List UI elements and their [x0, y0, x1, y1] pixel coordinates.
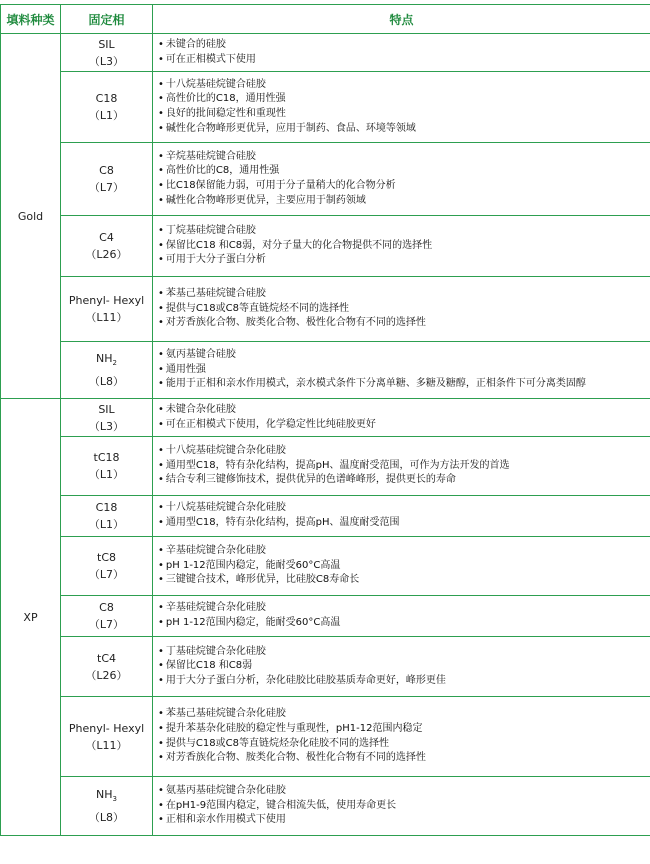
table-row	[1, 537, 650, 596]
feature-item: • 丁基硅烷键合杂化硅胶	[158, 645, 650, 660]
stationary-phase-cell	[61, 143, 153, 216]
table-row	[1, 437, 650, 496]
feature-item: • 苯基己基硅烷键合杂化硅胶	[158, 707, 650, 722]
feature-item: • 良好的批间稳定性和重现性	[158, 107, 650, 122]
stationary-phase-cell	[61, 777, 153, 836]
feature-item: • 碱性化合物峰形更优异，应用于制药、食品、环境等领域	[158, 122, 650, 137]
usp-code: （L26）	[85, 248, 128, 261]
feature-item: • 可在正相模式下使用	[158, 53, 650, 68]
feature-item: • 氨基丙基硅烷键合杂化硅胶	[158, 784, 650, 799]
feature-item: • 用于大分子蛋白分析，杂化硅胶比硅胶基质寿命更好，峰形更佳	[158, 674, 650, 689]
feature-list	[158, 544, 650, 588]
features-cell	[153, 34, 650, 72]
phase-name	[63, 786, 150, 808]
feature-item: • 保留比C18 和C8弱	[158, 659, 650, 674]
feature-list	[158, 501, 650, 530]
table-row	[1, 277, 650, 342]
phase-name-text: tC18	[93, 451, 120, 464]
features-cell	[153, 777, 650, 836]
usp-code: （L3）	[88, 54, 125, 68]
feature-list	[158, 645, 650, 689]
feature-item: • 十八烷基硅烷键合硅胶	[158, 78, 650, 93]
phase-name	[63, 599, 150, 616]
phase-name-text: NH	[96, 788, 113, 802]
feature-item: • 三键键合技术，峰形优异，比硅胶C8寿命长	[158, 573, 650, 588]
phase-name-text: Phenyl- Hexyl	[68, 294, 145, 307]
stationary-phase-cell	[61, 596, 153, 637]
packing-type-cell: XP	[1, 399, 61, 836]
features-cell	[153, 216, 650, 277]
feature-list	[158, 784, 650, 828]
phase-name-text: C8	[99, 164, 114, 177]
usp-code: （L11）	[85, 311, 128, 324]
feature-list	[158, 444, 650, 488]
features-cell	[153, 399, 650, 437]
usp-code: （L1）	[88, 109, 125, 122]
feature-item: • 提升苯基杂化硅胶的稳定性与重现性，pH1-12范围内稳定	[158, 722, 650, 737]
stationary-phase-cell	[61, 342, 153, 399]
phase-name-subscript: 3	[112, 795, 117, 804]
table-row	[1, 72, 650, 143]
feature-item: • 可在正相模式下使用，化学稳定性比纯硅胶更好	[158, 418, 650, 433]
header-stationary-phase: 固定相	[61, 5, 153, 34]
table-row	[1, 143, 650, 216]
feature-item: • pH 1-12范围内稳定，能耐受60°C高温	[158, 559, 650, 574]
feature-item: • 丁烷基硅烷键合硅胶	[158, 224, 650, 239]
usp-code: （L7）	[88, 568, 125, 581]
phase-name-text: tC8	[97, 551, 116, 564]
phase-name	[63, 401, 150, 418]
table-body	[1, 34, 650, 836]
phase-name	[63, 650, 150, 667]
stationary-phase-cell	[61, 496, 153, 537]
feature-item: • 碱性化合物峰形更优异，主要应用于制药领域	[158, 194, 650, 209]
table-row	[1, 496, 650, 537]
table-header-row	[1, 5, 650, 34]
packing-type-cell: Gold	[1, 34, 61, 399]
usp-code: （L7）	[88, 181, 125, 194]
feature-item: • pH 1-12范围内稳定，能耐受60°C高温	[158, 616, 650, 631]
feature-item: • 对芳香族化合物、胺类化合物、极性化合物有不同的选择性	[158, 316, 650, 331]
phase-name	[63, 292, 150, 309]
phase-name-text: NH	[96, 352, 113, 366]
table-row	[1, 216, 650, 277]
feature-item: • 十八烷基硅烷键合杂化硅胶	[158, 501, 650, 516]
table-row	[1, 34, 650, 72]
phase-name	[63, 90, 150, 107]
phase-name-text: tC4	[97, 651, 116, 665]
phase-name	[63, 720, 150, 737]
features-cell	[153, 72, 650, 143]
table-row	[1, 697, 650, 777]
phase-name	[63, 350, 150, 372]
header-features: 特点	[153, 5, 650, 34]
feature-item: • 高性价比的C18，通用性强	[158, 92, 650, 107]
phase-name	[63, 229, 150, 246]
stationary-phase-cell	[61, 697, 153, 777]
feature-list	[158, 150, 650, 208]
header-packing-type: 填料种类	[1, 5, 61, 34]
phase-name-text: SIL	[98, 402, 115, 416]
feature-item: • 氨丙基键合硅胶	[158, 348, 650, 363]
table-row	[1, 596, 650, 637]
usp-code: （L8）	[88, 810, 125, 824]
feature-list	[158, 224, 650, 268]
feature-item: • 辛基硅烷键合杂化硅胶	[158, 601, 650, 616]
feature-item: • 未键合杂化硅胶	[158, 403, 650, 418]
stationary-phase-cell	[61, 34, 153, 72]
stationary-phase-cell	[61, 399, 153, 437]
stationary-phase-cell	[61, 216, 153, 277]
feature-list	[158, 403, 650, 432]
feature-item: • 通用型C18，特有杂化结构，提高pH、温度耐受范围	[158, 516, 650, 531]
feature-list	[158, 78, 650, 136]
features-cell	[153, 537, 650, 596]
feature-item: • 通用型C18，特有杂化结构，提高pH、温度耐受范围，可作为方法开发的首选	[158, 459, 650, 474]
stationary-phase-cell	[61, 537, 153, 596]
usp-code: （L1）	[88, 468, 125, 481]
phase-name-text: SIL	[98, 37, 115, 51]
features-cell	[153, 697, 650, 777]
feature-item: • 辛烷基硅烷键合硅胶	[158, 150, 650, 165]
phase-name	[63, 162, 150, 179]
feature-item: • 在pH1-9范围内稳定，键合相流失低，使用寿命更长	[158, 799, 650, 814]
phase-name-text: C18	[95, 501, 118, 514]
usp-code: （L7）	[88, 618, 125, 631]
features-cell	[153, 143, 650, 216]
feature-item: • 正相和亲水作用模式下使用	[158, 813, 650, 828]
usp-code: （L8）	[88, 374, 125, 388]
feature-item: • 未键合的硅胶	[158, 38, 650, 53]
feature-item: • 可用于大分子蛋白分析	[158, 253, 650, 268]
phase-name	[63, 36, 150, 53]
usp-code: （L3）	[88, 419, 125, 433]
stationary-phase-cell	[61, 437, 153, 496]
feature-item: • 对芳香族化合物、胺类化合物、极性化合物有不同的选择性	[158, 751, 650, 766]
feature-list	[158, 287, 650, 331]
table-row	[1, 342, 650, 399]
features-cell	[153, 437, 650, 496]
phase-name-text: Phenyl- Hexyl	[68, 721, 145, 735]
feature-item: • 保留比C18 和C8弱，对分子量大的化合物提供不同的选择性	[158, 239, 650, 254]
usp-code: （L26）	[85, 668, 128, 682]
feature-item: • 通用性强	[158, 363, 650, 378]
feature-item: • 苯基己基硅烷键合硅胶	[158, 287, 650, 302]
feature-list	[158, 601, 650, 630]
usp-code: （L11）	[85, 738, 128, 752]
phase-name	[63, 449, 150, 466]
features-cell	[153, 596, 650, 637]
features-cell	[153, 496, 650, 537]
phase-name	[63, 549, 150, 566]
feature-item: • 辛基硅烷键合杂化硅胶	[158, 544, 650, 559]
stationary-phase-cell	[61, 637, 153, 697]
stationary-phase-cell	[61, 72, 153, 143]
feature-item: • 高性价比的C8，通用性强	[158, 164, 650, 179]
usp-code: （L1）	[88, 518, 125, 531]
phase-name-text: C4	[99, 231, 114, 244]
feature-list	[158, 38, 650, 67]
features-cell	[153, 637, 650, 697]
table-row	[1, 399, 650, 437]
features-cell	[153, 277, 650, 342]
table-row	[1, 637, 650, 697]
feature-item: • 提供与C18或C8等直链烷烃杂化硅胶不同的选择性	[158, 737, 650, 752]
feature-item: • 能用于正相和亲水作用模式，亲水模式条件下分离单糖、多糖及糖醇，正相条件下可分离类固醇	[158, 377, 650, 392]
feature-list	[158, 348, 650, 392]
feature-item: • 结合专利三键修饰技术，提供优异的色谱峰峰形，提供更长的寿命	[158, 473, 650, 488]
feature-item: • 十八烷基硅烷键合杂化硅胶	[158, 444, 650, 459]
feature-item: • 提供与C18或C8等直链烷烃不同的选择性	[158, 302, 650, 317]
feature-list	[158, 707, 650, 765]
phase-name-subscript: 2	[112, 359, 117, 368]
stationary-phase-cell	[61, 277, 153, 342]
phase-name-text: C8	[99, 601, 114, 614]
phase-name	[63, 499, 150, 516]
feature-item: • 比C18保留能力弱，可用于分子量稍大的化合物分析	[158, 179, 650, 194]
table-row	[1, 777, 650, 836]
phase-name-text: C18	[95, 92, 118, 105]
stationary-phase-table	[0, 4, 650, 836]
features-cell	[153, 342, 650, 399]
